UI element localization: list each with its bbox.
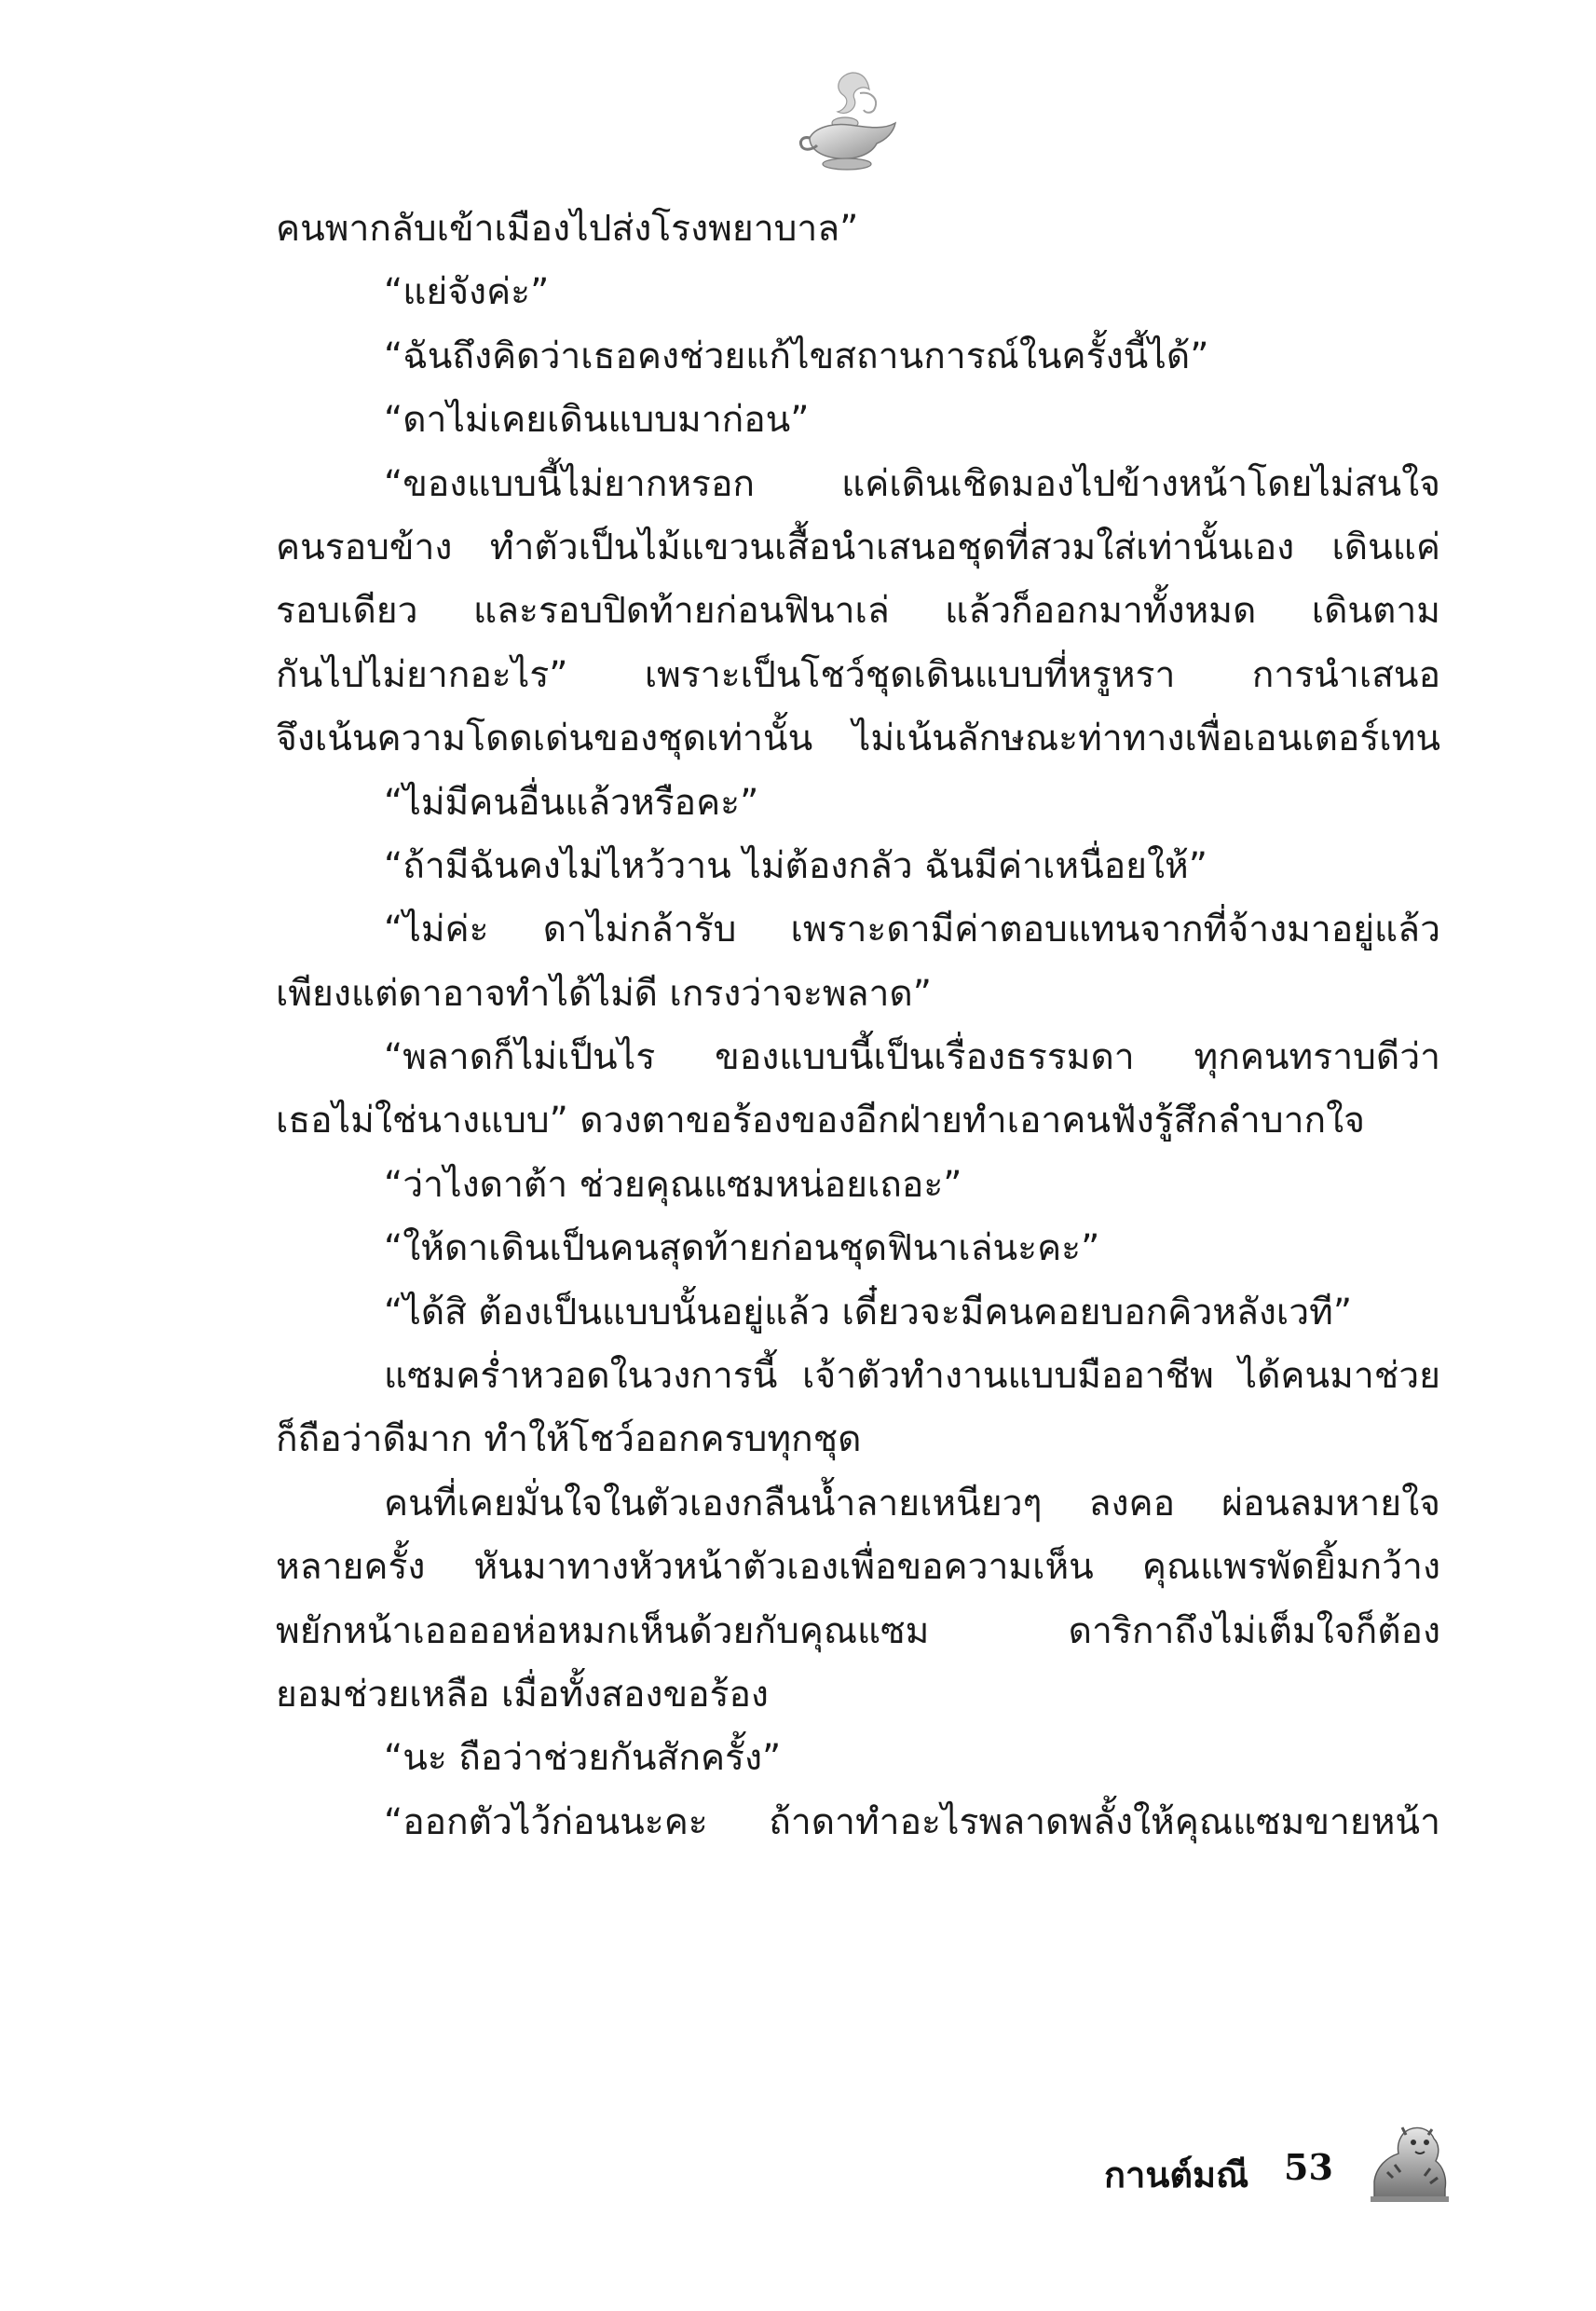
text-line: พยักหน้าเออออห่อหมกเห็นด้วยกับคุณแซม ดาริกาถึงไม่เต็มใจก็ต้อง — [276, 1609, 1440, 1652]
text-line: “ถ้ามีฉันคงไม่ไหว้วาน ไม่ต้องกลัว ฉันมีค่าเหนื่อยให้” — [384, 844, 1207, 887]
text-line: แซมคร่ำหวอดในวงการนี้ เจ้าตัวทำงานแบบมืออาชีพ ได้คนมาช่วย — [384, 1355, 1440, 1398]
book-title: กานต์มณี — [1104, 2154, 1249, 2195]
page-footer — [1071, 2120, 1463, 2213]
text-line: “นะ ถือว่าช่วยกันสักครั้ง” — [384, 1737, 782, 1780]
genie-lamp-icon — [797, 65, 904, 177]
text-line: “ของแบบนี้ไม่ยากหรอก แค่เดินเชิดมองไปข้างหน้าโดยไม่สนใจ — [384, 462, 1440, 505]
text-line: ก็ถือว่าดีมาก ทำให้โชว์ออกครบทุกชุด — [276, 1418, 862, 1461]
text-line: ยอมช่วยเหลือ เมื่อทั้งสองขอร้อง — [276, 1673, 769, 1716]
text-line: คนที่เคยมั่นใจในตัวเองกลืนน้ำลายเหนียวๆ ลงคอ ผ่อนลมหายใจ — [384, 1482, 1440, 1525]
text-line: “แย่จังค่ะ” — [384, 271, 550, 314]
body-text — [276, 198, 1440, 1854]
text-line: จึงเน้นความโดดเด่นของชุดเท่านั้น ไม่เน้นลักษณะท่าทางเพื่อเอนเตอร์เทน — [276, 718, 1440, 760]
tiger-icon — [1365, 2120, 1453, 2204]
text-line: คนรอบข้าง ทำตัวเป็นไม้แขวนเสื้อนำเสนอชุดที่สวมใส่เท่านั้นเอง เดินแค่ — [276, 526, 1440, 568]
text-line: “ได้สิ ต้องเป็นแบบนั้นอยู่แล้ว เดี๋ยวจะมีคนคอยบอกคิวหลังเวที” — [384, 1291, 1353, 1333]
text-line: รอบเดียว และรอบปิดท้ายก่อนฟินาเล่ แล้วก็ออกมาทั้งหมด เดินตาม — [276, 590, 1440, 633]
text-line: “ไม่ค่ะ ดาไม่กล้ารับ เพราะดามีค่าตอบแทนจากที่จ้างมาอยู่แล้ว — [384, 909, 1440, 951]
text-line: “ว่าไงดาต้า ช่วยคุณแซมหน่อยเถอะ” — [384, 1163, 962, 1206]
text-line: กันไปไม่ยากอะไร” เพราะเป็นโชว์ชุดเดินแบบที่หรูหรา การนำเสนอ — [276, 653, 1440, 696]
text-line: “พลาดก็ไม่เป็นไร ของแบบนี้เป็นเรื่องธรรมดา ทุกคนทราบดีว่า — [384, 1036, 1440, 1079]
text-line: “ให้ดาเดินเป็นคนสุดท้ายก่อนชุดฟินาเล่นะคะ” — [384, 1227, 1100, 1270]
text-line: คนพากลับเข้าเมืองไปส่งโรงพยาบาล” — [276, 208, 859, 250]
page-number: 53 — [1284, 2146, 1333, 2188]
text-line: “ออกตัวไว้ก่อนนะคะ ถ้าดาทำอะไรพลาดพลั้งให้คุณแซมขายหน้า — [384, 1800, 1440, 1843]
text-line: “ฉันถึงคิดว่าเธอคงช่วยแก้ไขสถานการณ์ในครั้งนี้ได้” — [384, 335, 1209, 377]
text-line: “ไม่มีคนอื่นแล้วหรือคะ” — [384, 781, 759, 824]
text-line: หลายครั้ง หันมาทางหัวหน้าตัวเองเพื่อขอความเห็น คุณแพรพัดยิ้มกว้าง — [276, 1546, 1440, 1589]
text-line: เธอไม่ใช่นางแบบ” ดวงตาขอร้องของอีกฝ่ายทำเอาคนฟังรู้สึกลำบากใจ — [276, 1100, 1365, 1142]
text-line: เพียงแต่ดาอาจทำได้ไม่ดี เกรงว่าจะพลาด” — [276, 972, 932, 1015]
text-line: “ดาไม่เคยเดินแบบมาก่อน” — [384, 399, 810, 442]
